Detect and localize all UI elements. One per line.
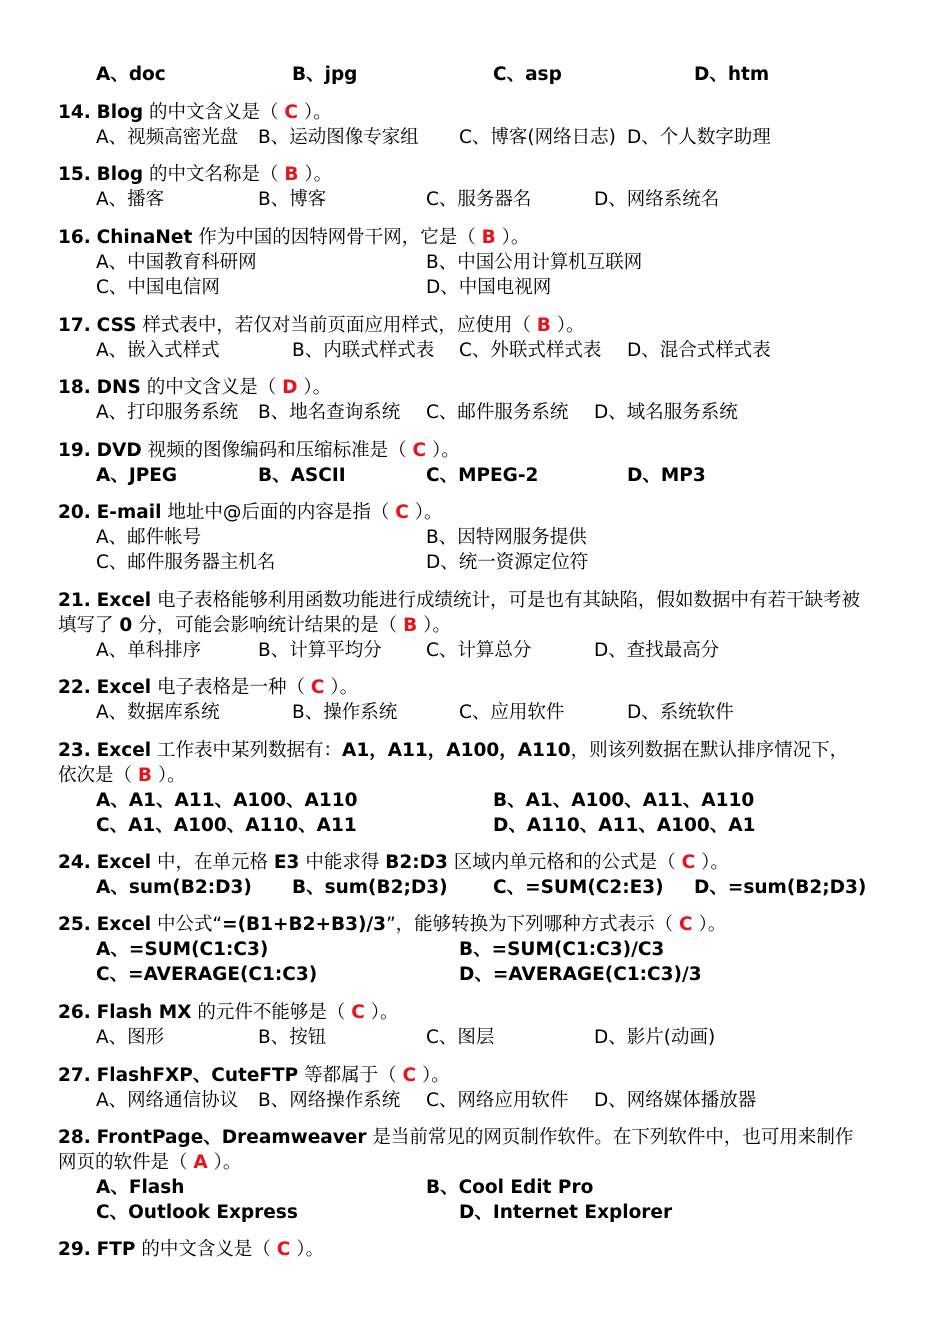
option-a: A、邮件帐号 bbox=[96, 527, 202, 548]
question-stem: 26. Flash MX 的元件不能够是（ C ）。 bbox=[58, 1002, 399, 1023]
question-17 bbox=[58, 313, 898, 363]
option-a: A、数据库系统 bbox=[96, 702, 220, 723]
option-c: C、A1、A100、A110、A11 bbox=[96, 815, 357, 836]
question-16 bbox=[58, 225, 898, 300]
question-25 bbox=[58, 912, 898, 987]
option-c: C、应用软件 bbox=[459, 702, 565, 723]
options-row bbox=[58, 550, 898, 575]
option-b: B、Cool Edit Pro bbox=[426, 1177, 594, 1198]
options-row bbox=[58, 525, 898, 550]
options-row bbox=[58, 1175, 898, 1200]
option-a: A、A1、A11、A100、A110 bbox=[96, 790, 358, 811]
option-d: D、系统软件 bbox=[627, 702, 734, 723]
question-stem: 29. FTP 的中文含义是（ C ）。 bbox=[58, 1239, 325, 1260]
question-28 bbox=[58, 1125, 898, 1225]
option-a: A、单科排序 bbox=[96, 640, 202, 661]
option-b: B、网络操作系统 bbox=[258, 1090, 401, 1111]
answer-letter: A bbox=[193, 1152, 208, 1173]
option-c: C、=SUM(C2:E3) bbox=[493, 877, 664, 898]
question-stem: 16. ChinaNet 作为中国的因特网骨干网，它是（ B ）。 bbox=[58, 227, 530, 248]
question-stem: 23. Excel 工作表中某列数据有：A1，A11，A100，A110，则该列数据在默认排序情况下， bbox=[58, 740, 849, 761]
option-c: C、网络应用软件 bbox=[426, 1090, 569, 1111]
option-c: C、博客(网络日志) bbox=[459, 127, 616, 148]
option-c: C、外联式样式表 bbox=[459, 340, 602, 361]
options-row bbox=[58, 1088, 898, 1113]
option-b: B、因特网服务提供 bbox=[426, 527, 587, 548]
question-stem-line-2: 填写了 0 分，可能会影响统计结果的是（ B ）。 bbox=[58, 615, 451, 636]
option-a: A、嵌入式样式 bbox=[96, 340, 220, 361]
question-stem: 21. Excel 电子表格能够利用函数功能进行成绩统计，可是也有其缺陷，假如数据中有若干缺考被 bbox=[58, 590, 861, 611]
option-a: A、网络通信协议 bbox=[96, 1090, 239, 1111]
options-row bbox=[58, 875, 898, 900]
question-stem: 19. DVD 视频的图像编码和压缩标准是（ C ）。 bbox=[58, 440, 460, 461]
question-29 bbox=[58, 1237, 898, 1262]
option-c: C、asp bbox=[493, 64, 562, 85]
answer-letter: B bbox=[403, 615, 418, 636]
options-row bbox=[58, 275, 898, 300]
answer-letter: B bbox=[481, 227, 496, 248]
option-a: A、JPEG bbox=[96, 465, 178, 486]
options-row bbox=[58, 125, 898, 150]
option-a: A、doc bbox=[96, 64, 166, 85]
option-a: A、播客 bbox=[96, 189, 165, 210]
option-a: A、视频高密光盘 bbox=[96, 127, 239, 148]
option-b: B、按钮 bbox=[258, 1027, 327, 1048]
option-b: B、ASCII bbox=[258, 465, 346, 486]
option-d: D、=AVERAGE(C1:C3)/3 bbox=[459, 964, 702, 985]
question-19 bbox=[58, 438, 898, 488]
options-row bbox=[58, 1200, 898, 1225]
question-21 bbox=[58, 588, 898, 663]
option-b: B、sum(B2;D3) bbox=[292, 877, 448, 898]
option-b: B、=SUM(C1:C3)/C3 bbox=[459, 939, 665, 960]
option-d: D、Internet Explorer bbox=[459, 1202, 673, 1223]
question-stem: 14. Blog 的中文含义是（ C ）。 bbox=[58, 102, 332, 123]
answer-letter: C bbox=[310, 677, 325, 698]
option-c: C、Outlook Express bbox=[96, 1202, 298, 1223]
option-d: D、统一资源定位符 bbox=[426, 552, 589, 573]
question-27 bbox=[58, 1063, 898, 1113]
option-d: D、A110、A11、A100、A1 bbox=[493, 815, 756, 836]
answer-letter: B bbox=[536, 315, 551, 336]
option-b: B、内联式样式表 bbox=[292, 340, 435, 361]
question-stem: 25. Excel 中公式“=(B1+B2+B3)/3”，能够转换为下列哪种方式表示（ C ）。 bbox=[58, 914, 727, 935]
top-options bbox=[58, 62, 898, 87]
options-row bbox=[58, 187, 898, 212]
options-row bbox=[58, 1025, 898, 1050]
question-stem-line-2: 网页的软件是（ A ）。 bbox=[58, 1152, 242, 1173]
question-stem: 20. E-mail 地址中@后面的内容是指（ C ）。 bbox=[58, 502, 443, 523]
question-15 bbox=[58, 162, 898, 212]
option-c: C、邮件服务系统 bbox=[426, 402, 569, 423]
options-row bbox=[58, 962, 898, 987]
option-d: D、个人数字助理 bbox=[627, 127, 771, 148]
answer-letter: B bbox=[284, 164, 299, 185]
options-row bbox=[58, 788, 898, 813]
option-a: A、Flash bbox=[96, 1177, 185, 1198]
answer-letter: C bbox=[412, 440, 427, 461]
answer-letter: C bbox=[395, 502, 409, 523]
option-b: B、运动图像专家组 bbox=[258, 127, 419, 148]
answer-letter: C bbox=[679, 914, 693, 935]
options-row bbox=[58, 338, 898, 363]
option-c: C、=AVERAGE(C1:C3) bbox=[96, 964, 318, 985]
option-d: D、影片(动画) bbox=[594, 1027, 716, 1048]
option-c: C、图层 bbox=[426, 1027, 495, 1048]
question-20 bbox=[58, 500, 898, 575]
question-23 bbox=[58, 738, 898, 838]
answer-letter: C bbox=[276, 1239, 291, 1260]
answer-letter: D bbox=[282, 377, 298, 398]
option-c: C、邮件服务器主机名 bbox=[96, 552, 276, 573]
question-stem: 18. DNS 的中文含义是（ D ）。 bbox=[58, 377, 332, 398]
option-b: B、jpg bbox=[292, 64, 358, 85]
option-a: A、sum(B2:D3) bbox=[96, 877, 252, 898]
option-b: B、操作系统 bbox=[292, 702, 398, 723]
answer-letter: C bbox=[681, 852, 696, 873]
answer-letter: C bbox=[284, 102, 298, 123]
option-b: B、计算平均分 bbox=[258, 640, 382, 661]
option-b: B、博客 bbox=[258, 189, 327, 210]
question-stem: 15. Blog 的中文名称是（ B ）。 bbox=[58, 164, 333, 185]
question-stem-line-2: 依次是（ B ）。 bbox=[58, 765, 186, 786]
options-row bbox=[58, 638, 898, 663]
question-stem: 22. Excel 电子表格是一种（ C ）。 bbox=[58, 677, 359, 698]
options-row bbox=[58, 937, 898, 962]
option-c: C、中国电信网 bbox=[96, 277, 220, 298]
option-a: A、图形 bbox=[96, 1027, 165, 1048]
option-a: A、=SUM(C1:C3) bbox=[96, 939, 269, 960]
option-d: D、MP3 bbox=[627, 465, 706, 486]
option-b: B、A1、A100、A11、A110 bbox=[493, 790, 755, 811]
options-row bbox=[58, 813, 898, 838]
option-d: D、网络系统名 bbox=[594, 189, 720, 210]
answer-letter: B bbox=[137, 765, 153, 786]
answer-letter: C bbox=[351, 1002, 365, 1023]
options-row bbox=[58, 463, 898, 488]
option-c: C、服务器名 bbox=[426, 189, 532, 210]
question-24 bbox=[58, 850, 898, 900]
option-d: D、混合式样式表 bbox=[627, 340, 771, 361]
question-26 bbox=[58, 1000, 898, 1050]
option-c: C、计算总分 bbox=[426, 640, 532, 661]
option-d: D、htm bbox=[694, 64, 770, 85]
option-c: C、MPEG-2 bbox=[426, 465, 539, 486]
question-14 bbox=[58, 100, 898, 150]
options-row bbox=[58, 250, 898, 275]
question-stem: 24. Excel 中，在单元格 E3 中能求得 B2:D3 区域内单元格和的公式是（ C ）。 bbox=[58, 852, 729, 873]
question-stem: 17. CSS 样式表中，若仅对当前页面应用样式，应使用（ B ）。 bbox=[58, 315, 585, 336]
option-b: B、地名查询系统 bbox=[258, 402, 401, 423]
question-stem: 27. FlashFXP、CuteFTP 等都属于（ C ）。 bbox=[58, 1065, 450, 1086]
option-a: A、打印服务系统 bbox=[96, 402, 239, 423]
option-d: D、=sum(B2;D3) bbox=[694, 877, 867, 898]
options-row bbox=[58, 400, 898, 425]
question-18 bbox=[58, 375, 898, 425]
question-22 bbox=[58, 675, 898, 725]
option-d: D、域名服务系统 bbox=[594, 402, 738, 423]
option-d: D、查找最高分 bbox=[594, 640, 720, 661]
options-row bbox=[58, 700, 898, 725]
option-b: B、中国公用计算机互联网 bbox=[426, 252, 643, 273]
option-d: D、中国电视网 bbox=[426, 277, 552, 298]
option-a: A、中国教育科研网 bbox=[96, 252, 257, 273]
answer-letter: C bbox=[402, 1065, 417, 1086]
option-d: D、网络媒体播放器 bbox=[594, 1090, 757, 1111]
question-stem: 28. FrontPage、Dreamweaver 是当前常见的网页制作软件。在下列软件中，也可用来制作 bbox=[58, 1127, 854, 1148]
